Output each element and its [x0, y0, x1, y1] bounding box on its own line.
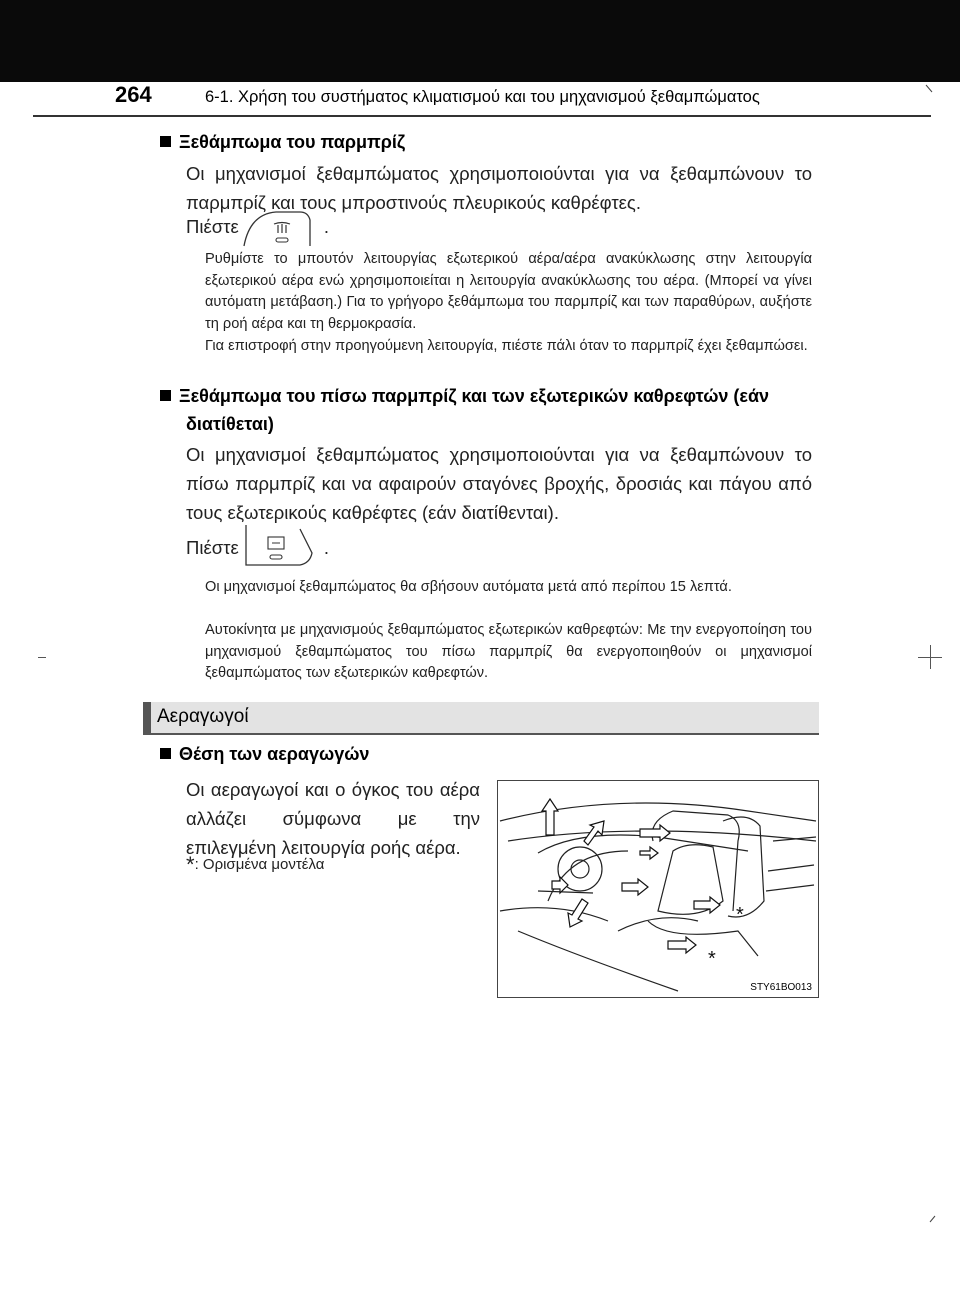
section1-note-1: Ρυθμίστε το μπουτόν λειτουργίας εξωτερικού αέρα/αέρα ανακύκλωσης στην λειτουργία εξωτερικού αέρα ενώ χρησιμοποιείται η λειτουργία ανακύκλωσης του αέρα. (Μπορεί να γίνει αυτόματη μετάβαση.) Για το γρήγορο ξεθάμπωμα του παρμπρίζ και των παραθύρων, αυξήστε τη ροή αέρα και τη θερμοκρασία. — [205, 251, 812, 332]
section2-note-2: Αυτοκίνητα με μηχανισμούς ξεθαμπώματος εξωτερικών καθρεφτών: Με την ενεργοποίηση του μηχανισμού ξεθαμπώματος του πίσω παρμπρίζ θα ενεργοποιηθούν οι μηχανισμοί ξεθαμπώματος των εξωτερικών καθρεφτών. — [205, 622, 812, 681]
section2-note-1: Οι μηχανισμοί ξεθαμπώματος θα σβήσουν αυτόματα μετά από περίπου 15 λεπτά. — [205, 579, 732, 595]
rear-defroster-button-icon — [244, 523, 314, 567]
section2-heading-line2: διατίθεται) — [186, 414, 274, 434]
section3-heading: Θέση των αεραγωγών — [160, 740, 369, 768]
section1-body: Οι μηχανισμοί ξεθαμπώματος χρησιμοποιούνται για να ξεθαμπώνουν το παρμπρίζ και τους μπροστινούς πλευρικούς καθρέφτες. — [186, 163, 812, 213]
section-bar-accent — [143, 702, 151, 733]
figure-asterisk: * — [736, 904, 744, 926]
press-label: Πιέστε — [186, 216, 239, 237]
section1-heading: Ξεθάμπωμα του παρμπρίζ — [160, 128, 405, 156]
page-number: 264 — [115, 82, 152, 107]
section1-note-2: Για επιστροφή στην προηγούμενη λειτουργία, πιέστε πάλι όταν το παρμπρίζ έχει ξεθαμπώσει. — [205, 338, 808, 354]
bullet-square-icon — [160, 136, 171, 147]
section-bar-title: Αεραγωγοί — [157, 706, 249, 727]
air-vents-illustration — [497, 780, 819, 998]
footnote: *: Ορισμένα μοντέλα — [186, 852, 325, 877]
section2-body: Οι μηχανισμοί ξεθαμπώματος χρησιμοποιούνται για να ξεθαμπώνουν το πίσω παρμπρίζ και να αφαιρούν σταγόνες βροχής, δροσιάς και πάγου από τους εξωτερικούς καθρέφτες (εάν διατίθενται). — [186, 444, 812, 523]
figure-code: STY61BO013 — [750, 982, 812, 993]
chapter-title: 6-1. Χρήση του συστήματος κλιματισμού και του μηχανισμού ξεθαμπώματος — [205, 88, 760, 106]
section3-body: Οι αεραγωγοί και ο όγκος του αέρα αλλάζει σύμφωνα με την επιλεγμένη λειτουργία ροής αέρα. — [186, 779, 480, 858]
bullet-square-icon — [160, 390, 171, 401]
press-label: Πιέστε — [186, 537, 239, 558]
section1-press: Πιέστε . — [186, 216, 329, 237]
section-bar-air-vents — [143, 702, 819, 735]
figure-asterisk-2: * — [708, 948, 716, 970]
front-defroster-button-icon — [242, 210, 312, 248]
car-interior-drawing — [498, 781, 818, 997]
section2-heading: Ξεθάμπωμα του πίσω παρμπρίζ και των εξωτερικών καθρεφτών (εάν — [160, 382, 769, 410]
bullet-square-icon — [160, 748, 171, 759]
section2-press: Πιέστε . — [186, 537, 329, 558]
